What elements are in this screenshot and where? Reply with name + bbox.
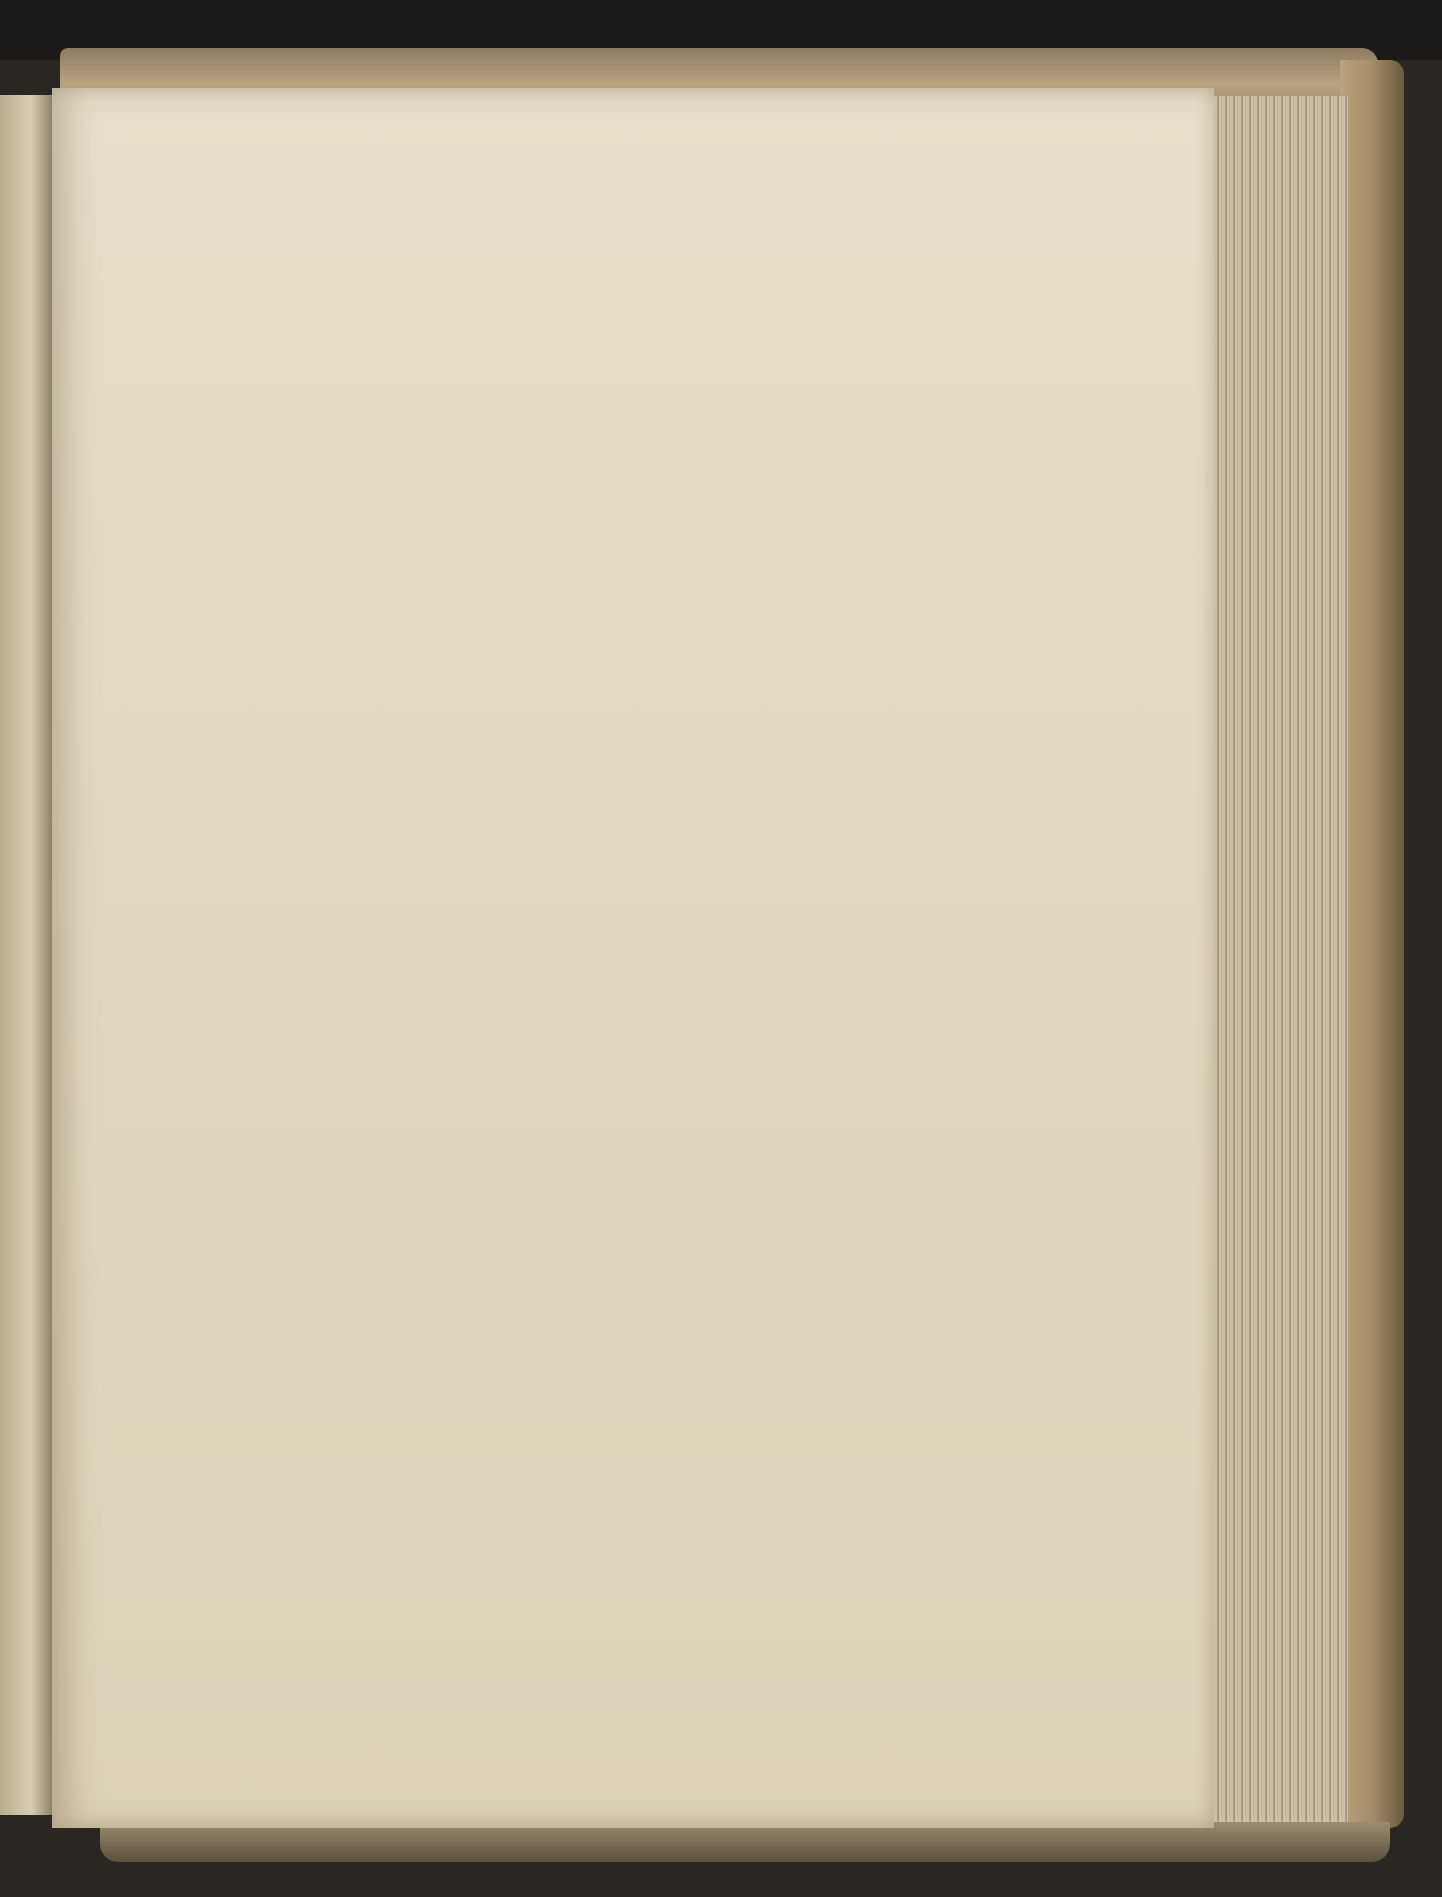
book-cover-right-edge <box>1340 60 1404 1828</box>
previous-page-margin <box>0 95 52 1815</box>
book-page <box>52 88 1214 1828</box>
signature-line <box>648 1690 848 1728</box>
book-bottom-edge <box>100 1822 1390 1862</box>
